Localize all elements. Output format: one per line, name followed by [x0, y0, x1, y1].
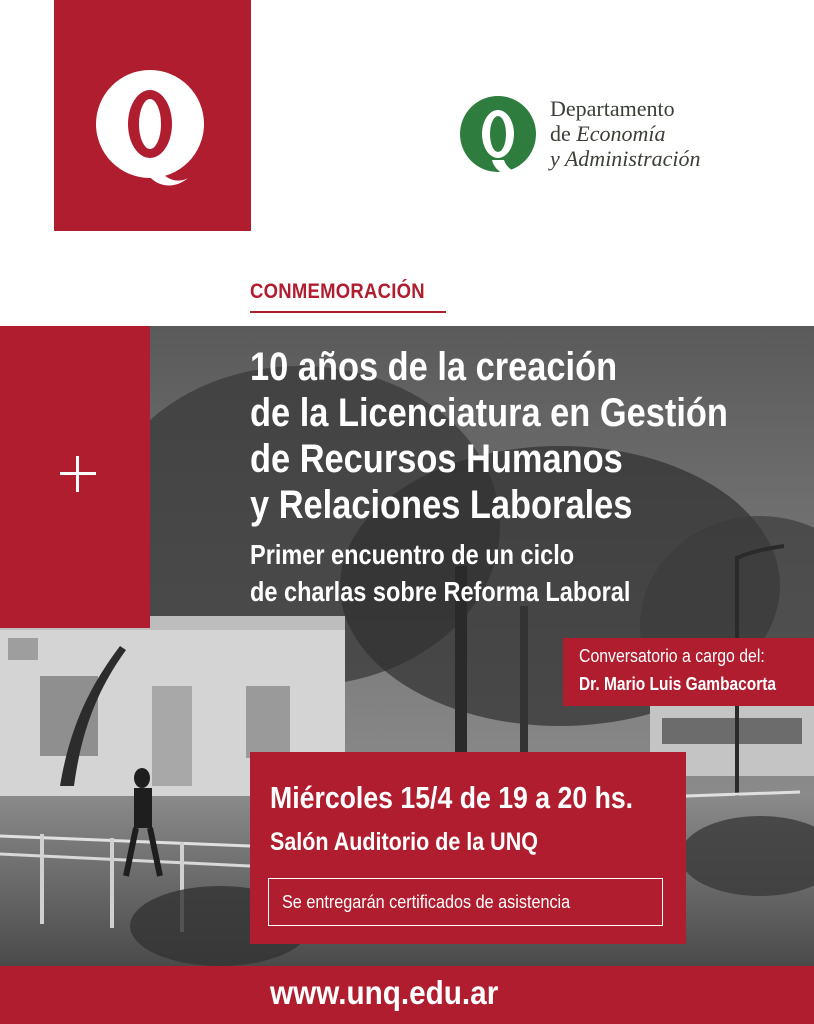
- event-details-box: [250, 752, 686, 944]
- dept-name-line-1: Departamento: [550, 96, 675, 121]
- dept-name-economia: Economía: [576, 121, 666, 146]
- website-link[interactable]: www.unq.edu.ar: [270, 974, 499, 1011]
- title-line-3: de Recursos Humanos: [250, 437, 623, 481]
- unq-q-logo-icon: [92, 66, 214, 194]
- certificate-note-box: [268, 878, 663, 926]
- event-date: Miércoles 15/4 de 19 a 20 hs.: [270, 780, 634, 815]
- department-logo: [458, 94, 778, 184]
- footer-bar: [0, 966, 814, 1024]
- dept-name-de: de: [550, 121, 571, 146]
- dept-name-line-3: y Administración: [550, 146, 701, 171]
- event-venue: Salón Auditorio de la UNQ: [270, 828, 538, 856]
- plus-block: [0, 326, 150, 628]
- subtitle-line-2: de charlas sobre Reforma Laboral: [250, 576, 631, 607]
- title-line-4: y Relaciones Laborales: [250, 483, 633, 527]
- dept-name-line-2: [550, 121, 665, 147]
- certificate-note: Se entregarán certificados de asistencia: [282, 892, 571, 912]
- subtitle-line-1: Primer encuentro de un ciclo: [250, 539, 575, 570]
- speaker-label: Conversatorio a cargo del:: [579, 646, 765, 666]
- kicker-underline: [250, 311, 446, 313]
- title-line-2: de la Licenciatura en Gestión: [250, 391, 728, 435]
- plus-icon: [58, 454, 98, 494]
- title-line-1: 10 años de la creación: [250, 345, 618, 389]
- kicker-label: CONMEMORACIÓN: [250, 280, 425, 303]
- dept-q-logo-icon: [458, 94, 542, 180]
- speaker-box: [563, 638, 814, 706]
- unq-logo-block: [54, 0, 251, 231]
- speaker-name: Dr. Mario Luis Gambacorta: [579, 674, 776, 694]
